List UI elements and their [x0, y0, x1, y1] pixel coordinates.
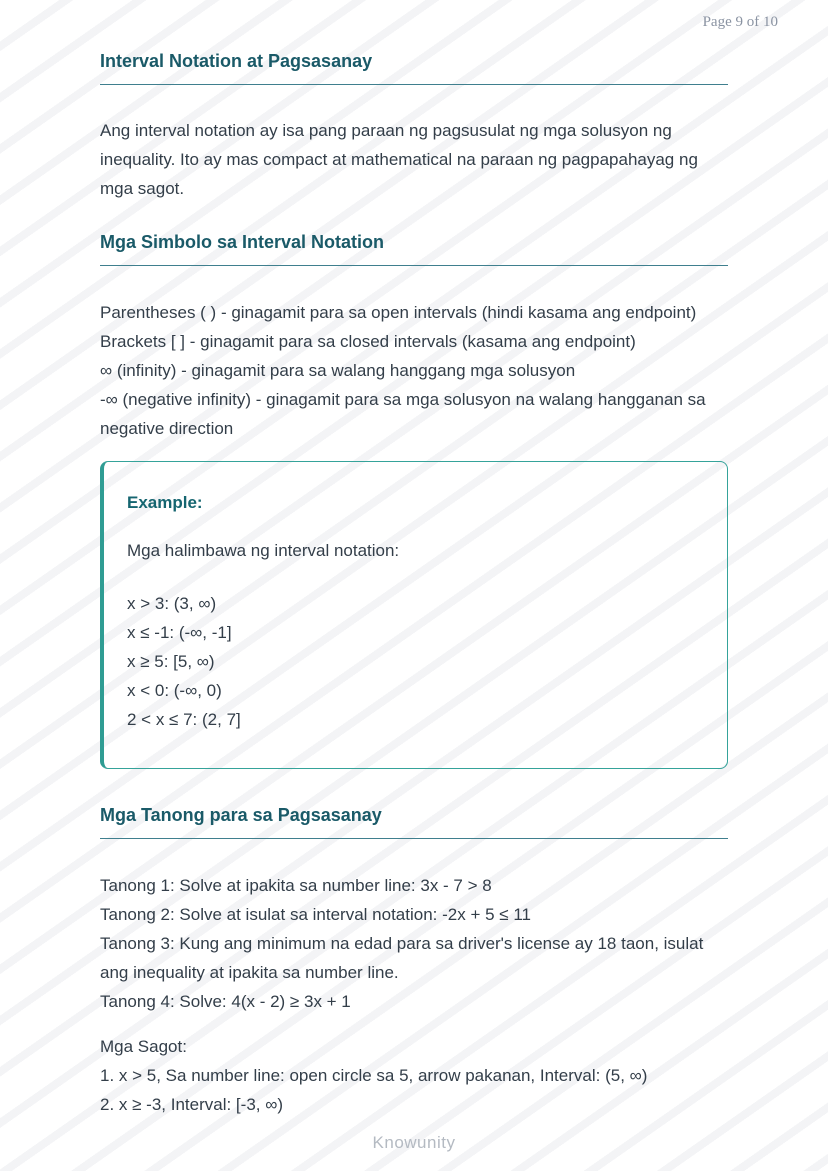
example-item: x < 0: (-∞, 0)	[127, 681, 222, 700]
example-item: x ≥ 5: [5, ∞)	[127, 652, 215, 671]
page-content	[100, 0, 728, 1119]
question-line: Tanong 2: Solve at isulat sa interval notation: -2x + 5 ≤ 11	[100, 905, 531, 924]
questions-list	[100, 871, 728, 1016]
example-intro: Mga halimbawa ng interval notation:	[127, 541, 400, 560]
symbol-line: -∞ (negative infinity) - ginagamit para sa mga solusyon na walang hangganan sa negative direction	[100, 390, 706, 438]
intro-paragraph: Ang interval notation ay isa pang paraan ng pagsusulat ng mga solusyon ng inequality. Ito ay mas compact at mathematical na paraan ng pagpapahayag ng mga sagot.	[100, 121, 698, 198]
question-line: Tanong 4: Solve: 4(x - 2) ≥ 3x + 1	[100, 992, 351, 1011]
section-heading-practice-questions: Mga Tanong para sa Pagsasanay	[100, 804, 728, 839]
section-heading-interval-notation: Interval Notation at Pagsasanay	[100, 50, 728, 85]
symbols-list	[100, 298, 728, 443]
example-item: x ≤ -1: (-∞, -1]	[127, 623, 232, 642]
question-line: Tanong 3: Kung ang minimum na edad para sa driver's license ay 18 taon, isulat ang inequality at ipakita sa number line.	[100, 934, 704, 982]
example-label: Example:	[127, 493, 203, 512]
symbol-line: ∞ (infinity) - ginagamit para sa walang hanggang mga solusyon	[100, 361, 576, 380]
answers-label: Mga Sagot:	[100, 1037, 187, 1056]
section-heading-symbols: Mga Simbolo sa Interval Notation	[100, 231, 728, 266]
example-item: 2 < x ≤ 7: (2, 7]	[127, 710, 241, 729]
question-line: Tanong 1: Solve at ipakita sa number line: 3x - 7 > 8	[100, 876, 492, 895]
symbol-line: Brackets [ ] - ginagamit para sa closed intervals (kasama ang endpoint)	[100, 332, 636, 351]
example-items-list	[127, 589, 701, 734]
answer-line: 1. x > 5, Sa number line: open circle sa 5, arrow pakanan, Interval: (5, ∞)	[100, 1066, 648, 1085]
page-indicator: Page 9 of 10	[702, 14, 778, 30]
example-callout-box	[100, 461, 728, 769]
brand-watermark: Knowunity	[372, 1133, 456, 1152]
symbol-line: Parentheses ( ) - ginagamit para sa open intervals (hindi kasama ang endpoint)	[100, 303, 697, 322]
example-item: x > 3: (3, ∞)	[127, 594, 217, 613]
answer-line: 2. x ≥ -3, Interval: [-3, ∞)	[100, 1095, 283, 1114]
answers-list	[100, 1032, 728, 1119]
